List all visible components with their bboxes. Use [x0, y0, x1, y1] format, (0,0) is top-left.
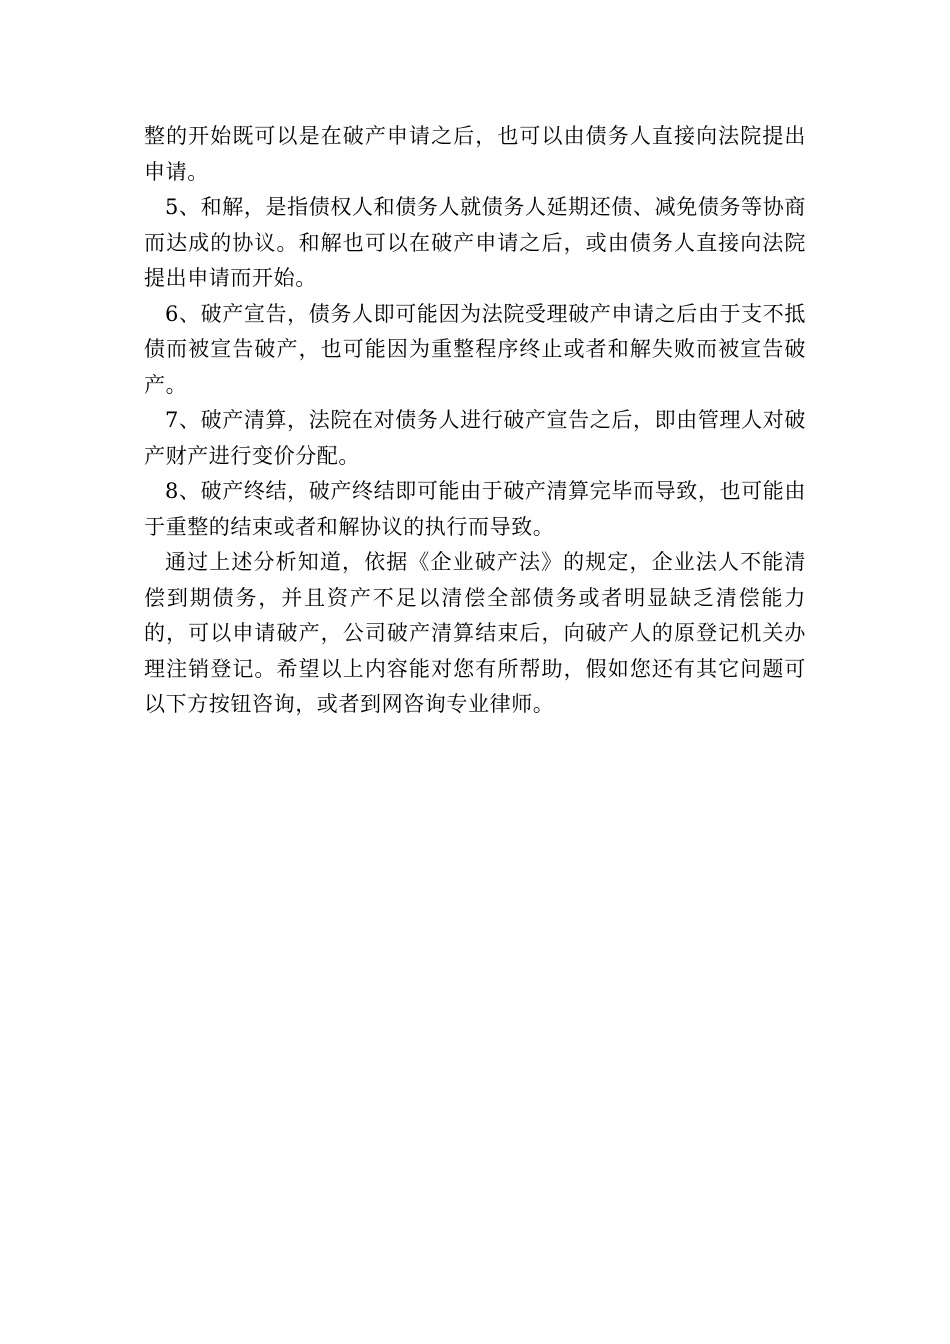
- paragraph-item-8: 8、破产终结，破产终结即可能由于破产清算完毕而导致，也可能由于重整的结束或者和解协议的执行而导致。: [144, 479, 806, 539]
- paragraph-item-6: 6、破产宣告，债务人即可能因为法院受理破产申请之后由于支不抵债而被宣告破产，也可能因为重整程序终止或者和解失败而被宣告破产。: [144, 301, 806, 397]
- paragraph-conclusion: 通过上述分析知道，依据《企业破产法》的规定，企业法人不能清偿到期债务，并且资产不足以清偿全部债务或者明显缺乏清偿能力的，可以申请破产，公司破产清算结束后，向破产人的原登记机关办理注销登记。希望以上内容能对您有所帮助，假如您还有其它问题可以下方按钮咨询，或者到网咨询专业律师。: [144, 550, 806, 716]
- paragraph-continuation: 整的开始既可以是在破产申请之后，也可以由债务人直接向法院提出申请。: [144, 124, 806, 184]
- document-body: [144, 119, 806, 723]
- paragraph-item-7: 7、破产清算，法院在对债务人进行破产宣告之后，即由管理人对破产财产进行变价分配。: [144, 408, 806, 468]
- paragraph-item-5: 5、和解，是指债权人和债务人就债务人延期还债、减免债务等协商而达成的协议。和解也可以在破产申请之后，或由债务人直接向法院提出申请而开始。: [144, 195, 806, 290]
